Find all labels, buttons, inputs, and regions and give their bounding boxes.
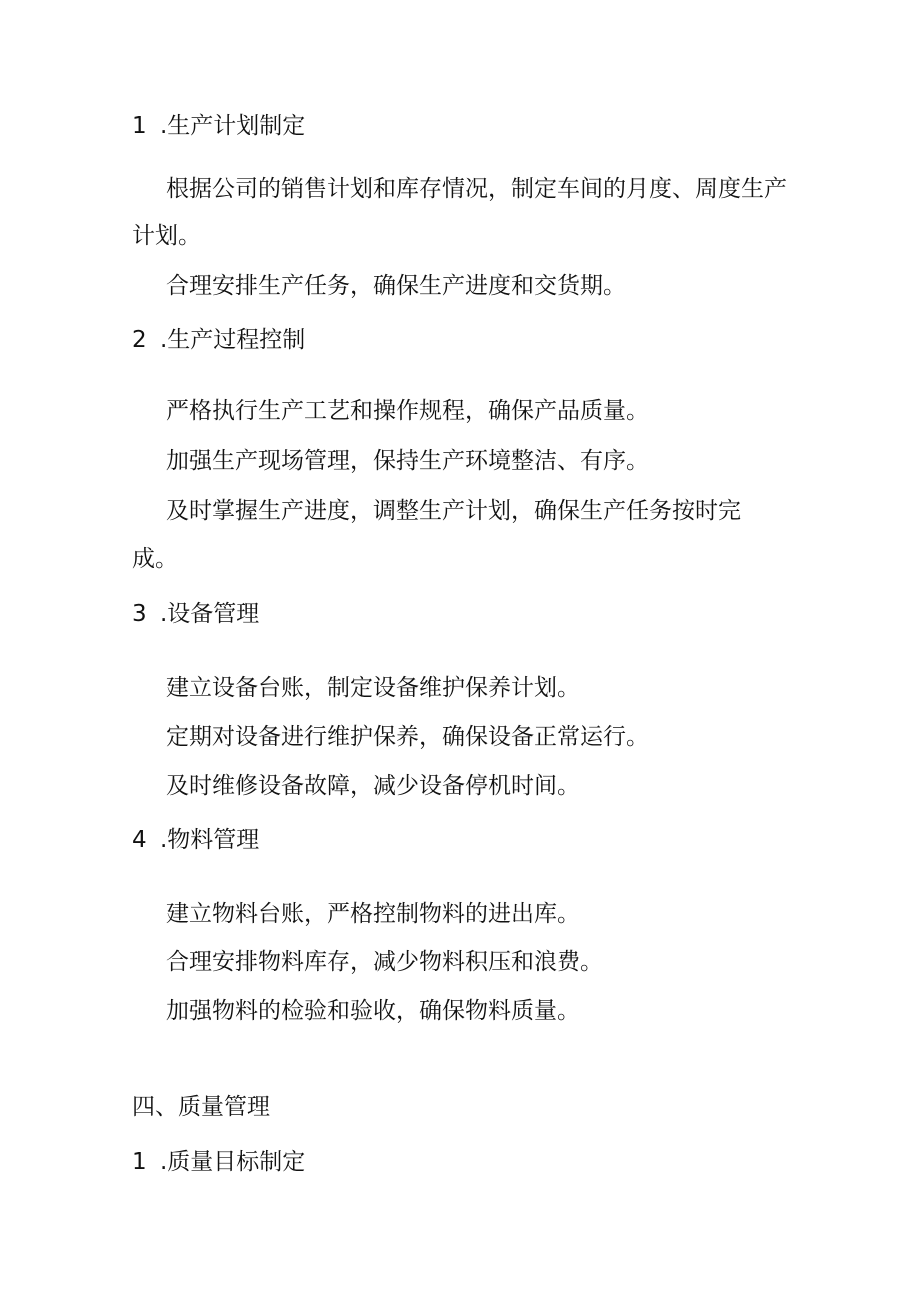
- section-title: .质量目标制定: [160, 1149, 306, 1175]
- section-number: 2: [132, 327, 147, 353]
- paragraph: 建立物料台账，严格控制物料的进出库。: [166, 901, 580, 927]
- section-title: .设备管理: [160, 601, 260, 627]
- section-heading: [132, 600, 259, 628]
- paragraph-continuation: 计划。: [132, 223, 201, 249]
- paragraph: 加强物料的检验和验收，确保物料质量。: [166, 998, 580, 1024]
- section-number: 4: [132, 827, 147, 853]
- paragraph: 及时维修设备故障，减少设备停机时间。: [166, 773, 580, 799]
- paragraph-continuation: 成。: [132, 546, 178, 572]
- section-number: 1: [132, 1149, 147, 1175]
- section-number: 1: [132, 113, 147, 139]
- section-heading: [132, 326, 305, 354]
- paragraph: 根据公司的销售计划和库存情况，制定车间的月度、周度生产: [166, 176, 787, 202]
- paragraph: 定期对设备进行维护保养，确保设备正常运行。: [166, 724, 649, 750]
- section-title: .生产计划制定: [160, 113, 306, 139]
- paragraph: 及时掌握生产进度，调整生产计划，确保生产任务按时完: [166, 498, 741, 524]
- section-title: .物料管理: [160, 827, 260, 853]
- paragraph: 严格执行生产工艺和操作规程，确保产品质量。: [166, 398, 649, 424]
- chapter-heading: 四、质量管理: [132, 1094, 270, 1120]
- section-number: 3: [132, 601, 147, 627]
- section-title: .生产过程控制: [160, 327, 306, 353]
- paragraph: 合理安排物料库存，减少物料积压和浪费。: [166, 949, 603, 975]
- paragraph: 合理安排生产任务，确保生产进度和交货期。: [166, 273, 626, 299]
- paragraph: 加强生产现场管理，保持生产环境整洁、有序。: [166, 448, 649, 474]
- section-heading: [132, 826, 259, 854]
- section-heading: [132, 112, 305, 140]
- section-heading: [132, 1148, 305, 1176]
- paragraph: 建立设备台账，制定设备维护保养计划。: [166, 675, 580, 701]
